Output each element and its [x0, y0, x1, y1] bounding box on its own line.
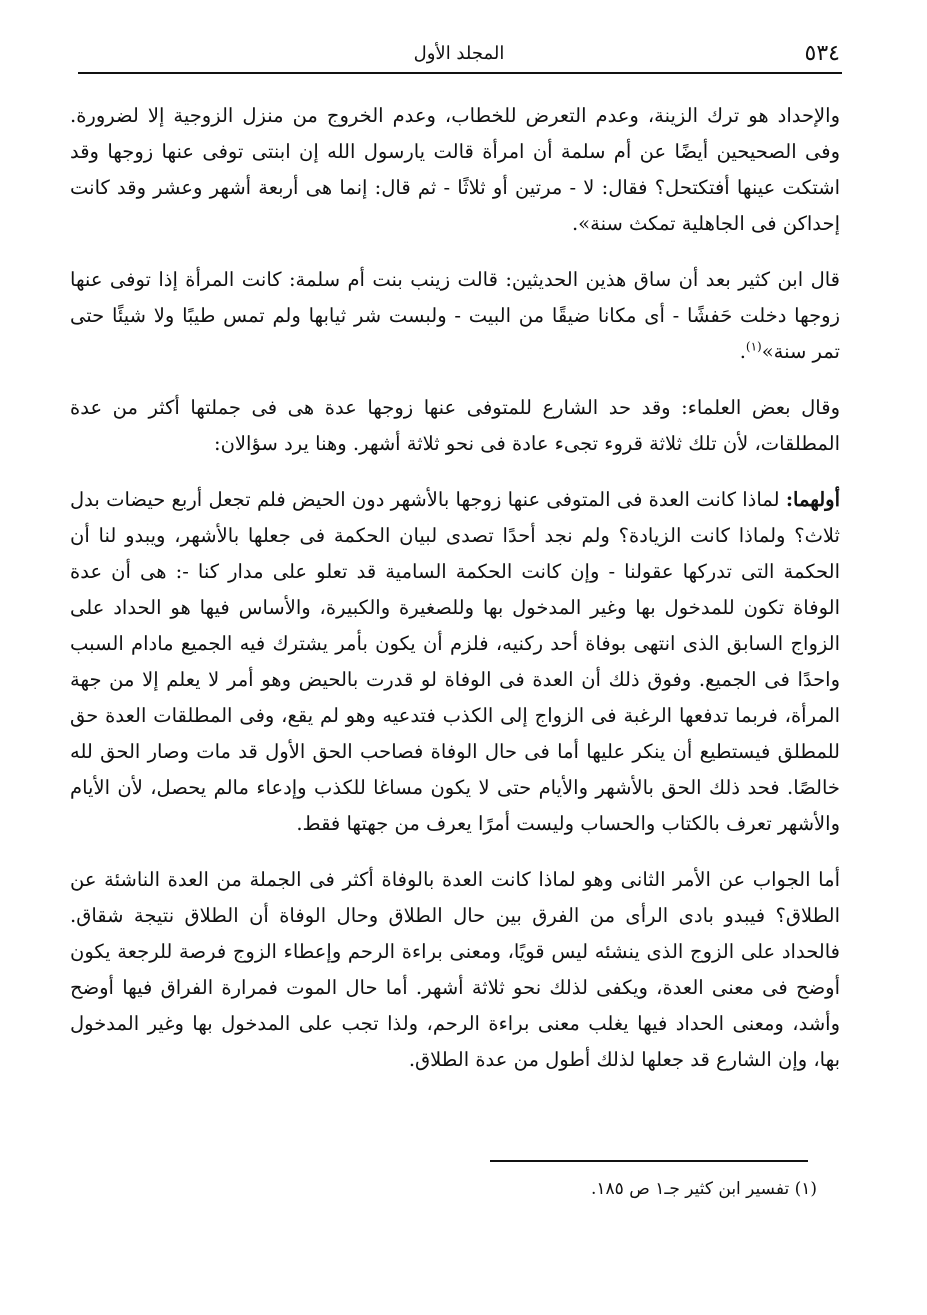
paragraph-2-end: .	[739, 340, 746, 363]
page-number: ٥٣٤	[804, 41, 840, 66]
footnote: (١) تفسير ابن كثير جـ١ ص ١٨٥.	[591, 1179, 817, 1199]
paragraph-4-text: لماذا كانت العدة فى المتوفى عنها زوجها بالأشهر دون الحيض فلم تجعل أربع حيضات بدل ثلاث؟ ولماذا كانت الزيادة؟ ولم نجد أحدًا تصدى لبيان الحكمة فى جعلها بالأشهر، ويبدو لنا أن الحكمة التى تدركها عقولنا - وإن كانت الحكمة السامية قد تعلو على مدار كنا -: هى أن عدة الوفاة تكون للمدخول بها وغير المدخول بها وللصغيرة والكبيرة، والأساس فيها هو الحداد على الزواج السابق الذى انتهى بوفاة أحد ركنيه، فلزم أن يكون بأمر يشترك فيه الجميع مادام السبب واحدًا فى الجميع. وفوق ذلك أن العدة فى الوفاة لو قدرت بالحيض وهو أمر لا يعلم إلا من جهة المرأة، فربما تدفعها الرغبة فى الزواج إلى الكذب فتدعيه وهو لم يقع، وفى المطلقات العدة حق للمطلق فيستطيع أن ينكر عليها أما فى حال الوفاة فصاحب الحق الأول قد مات وصار الحق لله خالصًا. فحد ذلك الحق بالأشهر والأيام حتى لا يكون مساغا للكذب وإدعاء مالم يحصل، لأن الأيام والأشهر تعرف بالكتاب والحساب وليست أمرًا يعرف من جهتها فقط.	[70, 488, 840, 835]
paragraph-5	[70, 862, 840, 1078]
paragraph-3	[70, 390, 840, 462]
main-text	[70, 98, 840, 1148]
footnote-rule	[490, 1160, 808, 1162]
paragraph-2	[70, 262, 840, 370]
footnote-reference: (١)	[745, 339, 762, 354]
running-title: المجلد الأول	[413, 43, 505, 64]
paragraph-1	[70, 98, 840, 242]
paragraph-4	[70, 482, 840, 842]
paragraph-5-text: أما الجواب عن الأمر الثانى وهو لماذا كانت العدة بالوفاة أكثر فى الجملة من العدة الناشئة عن الطلاق؟ فيبدو بادى الرأى من الفرق بين حال الطلاق وحال الوفاة أن الطلاق نتيجة شقاق. فالحداد على الزوج الذى ينشئه ليس قويًا، ومعنى براءة الرحم وإعطاء الزوج فرصة للرجعة يكون أوضح فى معنى العدة، ويكفى لذلك نحو ثلاثة أشهر. أما حال الموت فمرارة الفراق فيها أوضح وأشد، ومعنى الحداد فيها يغلب معنى براءة الرحم، ولذا تجب على المدخول بها وغير المدخول بها، وإن الشارع قد جعلها لذلك أطول من عدة الطلاق.	[70, 868, 840, 1071]
paragraph-3-text: وقال بعض العلماء: وقد حد الشارع للمتوفى عنها زوجها عدة هى فى جملتها أكثر من عدة المطلقات، لأن تلك ثلاثة قروء تجىء عادة فى نحو ثلاثة أشهر. وهنا يرد سؤالان:	[70, 396, 840, 455]
page-header	[78, 40, 840, 68]
paragraph-1-text: والإحداد هو ترك الزينة، وعدم التعرض للخطاب، وعدم الخروج من منزل الزوجية إلا لضرورة. وفى الصحيحين أيضًا عن أم سلمة أن امرأة قالت يارسول الله إن ابنتى توفى عنها زوجها وقد اشتكت عينها أفتكتحل؟ فقال: لا - مرتين أو ثلاثًا - ثم قال: إنما هى أربعة أشهر وعشر وقد كانت إحداكن فى الجاهلية تمكث سنة».	[70, 104, 840, 235]
paragraph-2-text: قال ابن كثير بعد أن ساق هذين الحديثين: قالت زينب بنت أم سلمة: كانت المرأة إذا توفى عنها زوجها دخلت حَفشًا - أى مكانا ضيقًا من البيت - ولبست شر ثيابها ولم تمس طيبًا ولا شيئًا حتى تمر سنة»	[70, 268, 840, 363]
paragraph-4-lead: أولهما:	[785, 488, 840, 511]
header-rule	[78, 72, 842, 74]
